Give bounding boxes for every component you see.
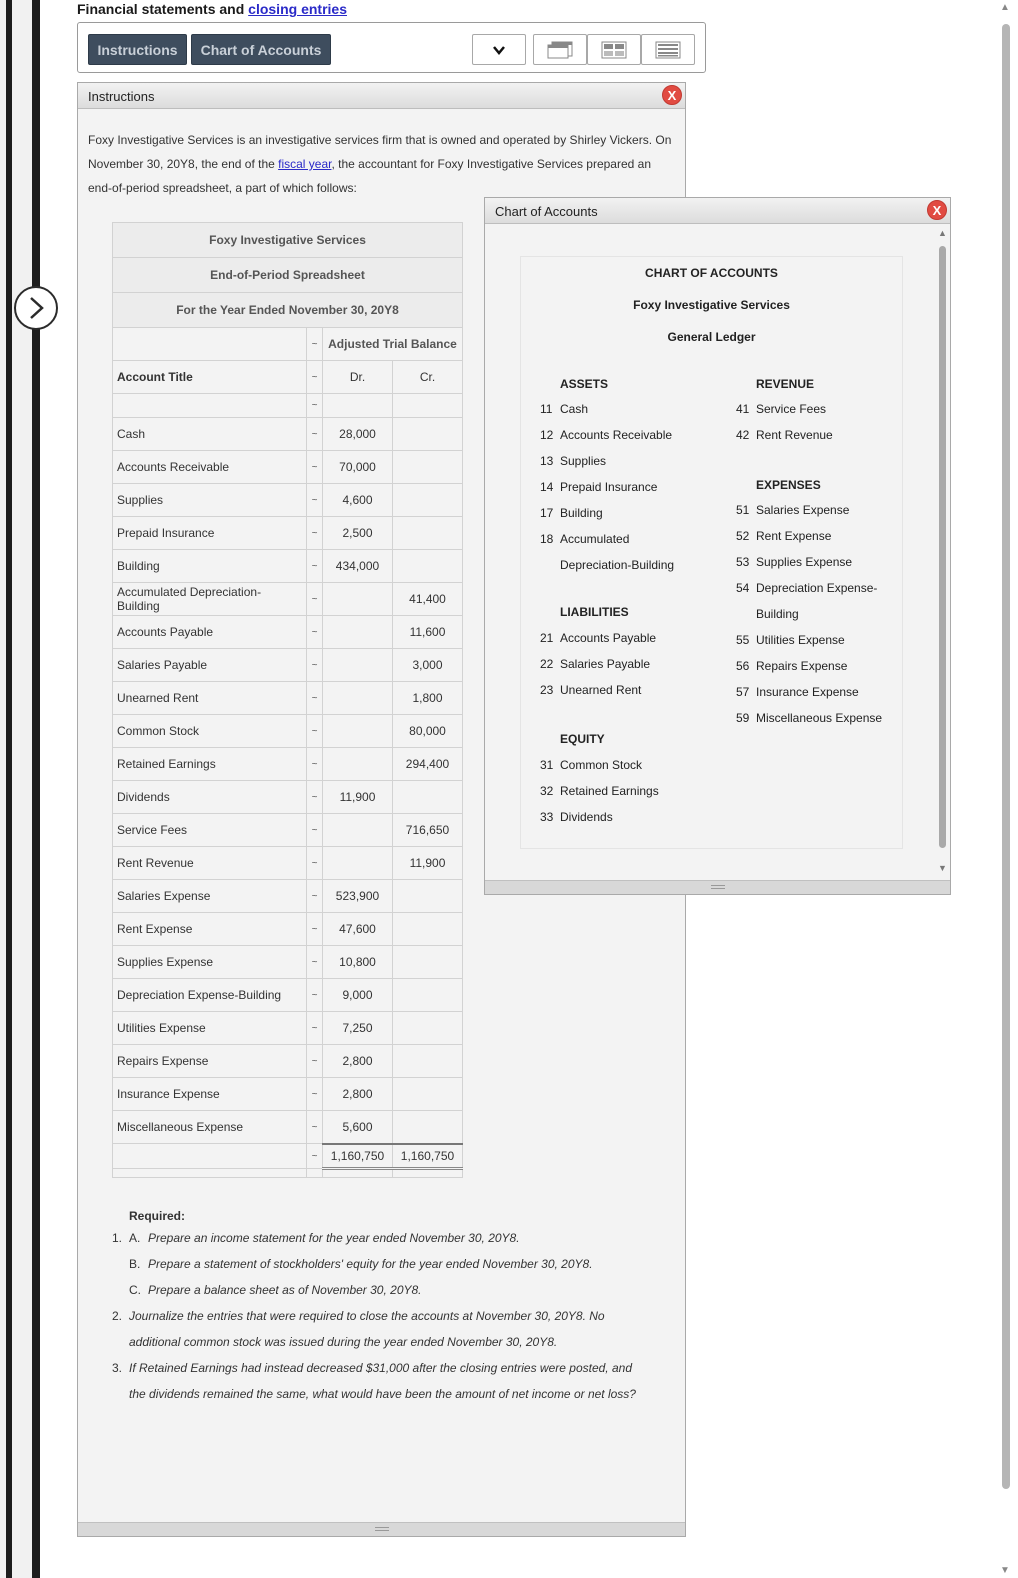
cr-cell: 11,900 bbox=[393, 847, 463, 880]
coa-account-number: 53 bbox=[736, 555, 750, 569]
dr-cell: 11,900 bbox=[323, 781, 393, 814]
required-label: Required: bbox=[129, 1209, 186, 1223]
cr-cell: 80,000 bbox=[393, 715, 463, 748]
account-title-cell: Accumulated Depreciation-Building bbox=[113, 583, 307, 616]
row-toggle[interactable]: ~ bbox=[307, 913, 323, 946]
account-title-cell: Repairs Expense bbox=[113, 1045, 307, 1078]
table-row bbox=[113, 880, 463, 913]
coa-account-number: 55 bbox=[736, 633, 750, 647]
account-title-cell: Accounts Receivable bbox=[113, 451, 307, 484]
column-toggle[interactable]: ~ bbox=[307, 1144, 323, 1169]
row-toggle[interactable]: ~ bbox=[307, 1078, 323, 1111]
blank-cell bbox=[323, 1169, 393, 1178]
row-toggle[interactable]: ~ bbox=[307, 451, 323, 484]
coa-account-name: Depreciation Expense- bbox=[756, 581, 878, 595]
coa-account bbox=[540, 657, 650, 671]
coa-account-number: 12 bbox=[540, 428, 554, 442]
account-title-cell: Miscellaneous Expense bbox=[113, 1111, 307, 1144]
toolbar bbox=[77, 22, 706, 73]
account-title-cell: Retained Earnings bbox=[113, 748, 307, 781]
dr-cell: 9,000 bbox=[323, 979, 393, 1012]
row-toggle[interactable]: ~ bbox=[307, 484, 323, 517]
coa-account-continuation: Depreciation-Building bbox=[560, 558, 675, 572]
coa-account-name: Building bbox=[560, 506, 603, 520]
dr-cell: 47,600 bbox=[323, 913, 393, 946]
coa-account-name: Unearned Rent bbox=[560, 683, 642, 697]
coa-account-number: 52 bbox=[736, 529, 750, 543]
coa-heading: CHART OF ACCOUNTS bbox=[645, 266, 778, 280]
dr-cell: 7,250 bbox=[323, 1012, 393, 1045]
dr-cell bbox=[323, 682, 393, 715]
dr-header: Dr. bbox=[323, 361, 393, 394]
cr-cell bbox=[393, 517, 463, 550]
dr-cell bbox=[323, 715, 393, 748]
left-rail-light bbox=[14, 0, 32, 1578]
dr-cell: 5,600 bbox=[323, 1111, 393, 1144]
row-toggle[interactable]: ~ bbox=[307, 1111, 323, 1144]
coa-account-name: Supplies Expense bbox=[756, 555, 853, 569]
scroll-up-icon[interactable]: ▲ bbox=[1000, 2, 1010, 13]
cascade-layout-button[interactable] bbox=[533, 34, 587, 65]
tile-layout-icon bbox=[601, 41, 627, 59]
coa-account-number: 14 bbox=[540, 480, 554, 494]
dropdown-button[interactable] bbox=[472, 34, 526, 65]
dr-cell: 523,900 bbox=[323, 880, 393, 913]
cascade-layout-icon bbox=[547, 41, 573, 59]
cr-cell bbox=[393, 1111, 463, 1144]
table-row bbox=[113, 451, 463, 484]
table-row bbox=[113, 1111, 463, 1144]
coa-account-name: Accumulated bbox=[560, 532, 630, 546]
table-row bbox=[113, 847, 463, 880]
coa-account-name: Retained Earnings bbox=[560, 784, 659, 798]
coa-account-name: Dividends bbox=[560, 810, 613, 824]
blank-cell bbox=[113, 328, 307, 361]
dr-cell bbox=[323, 583, 393, 616]
coa-account-number: 13 bbox=[540, 454, 554, 468]
coa-account bbox=[736, 659, 847, 673]
spreadsheet-period: For the Year Ended November 30, 20Y8 bbox=[113, 293, 463, 328]
account-title-cell: Prepaid Insurance bbox=[113, 517, 307, 550]
coa-account-number: 23 bbox=[540, 683, 554, 697]
spreadsheet-company: Foxy Investigative Services bbox=[113, 223, 463, 258]
coa-account bbox=[736, 555, 852, 569]
row-toggle[interactable]: ~ bbox=[307, 616, 323, 649]
coa-account-number: 11 bbox=[540, 402, 553, 416]
dr-cell: 28,000 bbox=[323, 418, 393, 451]
account-title-cell: Salaries Payable bbox=[113, 649, 307, 682]
coa-account bbox=[736, 428, 833, 442]
cr-cell bbox=[393, 1078, 463, 1111]
dr-cell: 2,800 bbox=[323, 1078, 393, 1111]
coa-account-name: Salaries Expense bbox=[756, 503, 850, 517]
blank-cell bbox=[323, 394, 393, 418]
coa-account-name: Accounts Payable bbox=[560, 631, 657, 645]
coa-account-name: Utilities Expense bbox=[756, 633, 845, 647]
account-title-cell: Building bbox=[113, 550, 307, 583]
table-row bbox=[113, 1045, 463, 1078]
row-toggle[interactable]: ~ bbox=[307, 649, 323, 682]
scroll-down-icon[interactable]: ▼ bbox=[1000, 1565, 1010, 1576]
table-row bbox=[113, 715, 463, 748]
cr-cell bbox=[393, 979, 463, 1012]
cr-cell bbox=[393, 451, 463, 484]
row-toggle[interactable]: ~ bbox=[307, 517, 323, 550]
spreadsheet-rows bbox=[113, 418, 463, 1144]
total-dr: 1,160,750 bbox=[323, 1144, 393, 1169]
left-rail-dark-2 bbox=[32, 0, 40, 1578]
coa-account bbox=[736, 402, 826, 416]
scroll-down-icon[interactable]: ▼ bbox=[938, 863, 947, 873]
cr-cell: 1,800 bbox=[393, 682, 463, 715]
coa-account bbox=[540, 683, 641, 697]
table-row bbox=[113, 484, 463, 517]
cr-cell: 11,600 bbox=[393, 616, 463, 649]
coa-account bbox=[540, 480, 657, 494]
coa-account-continuation: Building bbox=[756, 607, 799, 621]
req-letter: C. bbox=[129, 1283, 141, 1297]
row-toggle[interactable]: ~ bbox=[307, 814, 323, 847]
left-rail-dark bbox=[6, 0, 12, 1578]
table-row bbox=[113, 748, 463, 781]
chart-scrollbar[interactable] bbox=[937, 228, 949, 873]
row-toggle[interactable]: ~ bbox=[307, 1045, 323, 1078]
cr-cell bbox=[393, 946, 463, 979]
closing-entries-link[interactable]: closing entries bbox=[248, 1, 347, 17]
account-title-cell: Service Fees bbox=[113, 814, 307, 847]
cr-header: Cr. bbox=[393, 361, 463, 394]
account-title-cell: Cash bbox=[113, 418, 307, 451]
instructions-resize-bar[interactable] bbox=[78, 1522, 685, 1536]
account-title-cell: Unearned Rent bbox=[113, 682, 307, 715]
req-1c-text: Prepare a balance sheet as of November 30, 20Y8. bbox=[148, 1283, 422, 1297]
req-number: 1. bbox=[112, 1231, 123, 1245]
intro-text-1: Foxy Investigative Services is an investigative services firm that is owned and operated by Shirley Vickers. On November 30, 20Y8, the end of the bbox=[88, 133, 672, 171]
page-scroll-thumb[interactable] bbox=[1002, 24, 1010, 1489]
coa-section-liabilities: LIABILITIES bbox=[560, 605, 629, 619]
cr-cell: 3,000 bbox=[393, 649, 463, 682]
coa-account-name: Common Stock bbox=[560, 758, 643, 772]
row-toggle[interactable]: ~ bbox=[307, 583, 323, 616]
fiscal-year-link[interactable]: fiscal year bbox=[278, 157, 332, 171]
row-toggle[interactable]: ~ bbox=[307, 781, 323, 814]
coa-account bbox=[540, 784, 659, 798]
coa-account-number: 31 bbox=[540, 758, 554, 772]
chart-window-title: Chart of Accounts bbox=[495, 204, 598, 219]
coa-account-number: 17 bbox=[540, 506, 554, 520]
coa-account-name: Cash bbox=[560, 402, 589, 416]
chevron-down-icon bbox=[492, 45, 506, 55]
dr-cell: 2,500 bbox=[323, 517, 393, 550]
coa-account bbox=[736, 711, 882, 725]
account-title-cell: Depreciation Expense-Building bbox=[113, 979, 307, 1012]
coa-account bbox=[736, 633, 845, 647]
page-title-text: Financial statements and bbox=[77, 1, 249, 17]
cr-cell bbox=[393, 1012, 463, 1045]
account-title-cell: Utilities Expense bbox=[113, 1012, 307, 1045]
table-row bbox=[113, 418, 463, 451]
intro-text-2: , the accountant for Foxy Investigative Services prepared an end-of-period spreadsheet, a part of which follows: bbox=[88, 157, 651, 195]
column-toggle[interactable]: ~ bbox=[307, 394, 323, 418]
table-row bbox=[113, 517, 463, 550]
row-toggle[interactable]: ~ bbox=[307, 847, 323, 880]
blank-cell bbox=[113, 1169, 307, 1178]
page-title bbox=[77, 1, 347, 17]
coa-account bbox=[540, 532, 629, 546]
spreadsheet-title: End-of-Period Spreadsheet bbox=[113, 258, 463, 293]
coa-account-number: 21 bbox=[540, 631, 554, 645]
cr-cell bbox=[393, 781, 463, 814]
table-row bbox=[113, 1012, 463, 1045]
coa-section-expenses: EXPENSES bbox=[756, 478, 821, 492]
end-of-period-spreadsheet bbox=[112, 222, 463, 1178]
tile-layout-button[interactable] bbox=[587, 34, 641, 65]
column-toggle[interactable]: ~ bbox=[307, 328, 323, 361]
instructions-window-header[interactable] bbox=[78, 83, 685, 109]
close-chart-button[interactable]: X bbox=[927, 200, 947, 220]
coa-section-assets: ASSETS bbox=[560, 377, 609, 391]
account-title-cell: Salaries Expense bbox=[113, 880, 307, 913]
page-scrollbar[interactable] bbox=[998, 0, 1018, 1578]
coa-account-number: 42 bbox=[736, 428, 750, 442]
chart-of-accounts-content bbox=[520, 256, 903, 849]
left-gutter bbox=[40, 0, 76, 1578]
account-title-cell: Rent Revenue bbox=[113, 847, 307, 880]
table-row bbox=[113, 649, 463, 682]
coa-account-number: 54 bbox=[736, 581, 750, 595]
coa-account bbox=[540, 758, 642, 772]
coa-account bbox=[540, 810, 613, 824]
row-toggle[interactable]: ~ bbox=[307, 418, 323, 451]
chart-scroll-thumb[interactable] bbox=[939, 246, 946, 848]
table-row bbox=[113, 979, 463, 1012]
list-layout-icon bbox=[655, 41, 681, 59]
req-number: 3. bbox=[112, 1361, 123, 1375]
account-title-cell: Supplies Expense bbox=[113, 946, 307, 979]
coa-account-number: 51 bbox=[736, 503, 750, 517]
table-row bbox=[113, 781, 463, 814]
coa-account-name: Service Fees bbox=[756, 402, 827, 416]
instructions-tab-button[interactable]: Instructions bbox=[88, 34, 187, 65]
chart-resize-bar[interactable] bbox=[485, 880, 950, 894]
coa-account-number: 56 bbox=[736, 659, 750, 673]
table-row bbox=[113, 682, 463, 715]
account-title-header: Account Title bbox=[113, 361, 307, 394]
cr-cell: 41,400 bbox=[393, 583, 463, 616]
instructions-intro bbox=[88, 128, 678, 200]
cr-cell bbox=[393, 484, 463, 517]
table-row bbox=[113, 913, 463, 946]
coa-account-name: Supplies bbox=[560, 454, 607, 468]
close-instructions-button[interactable]: X bbox=[662, 85, 682, 105]
adjusted-trial-balance-header: Adjusted Trial Balance bbox=[323, 328, 463, 361]
coa-account-number: 33 bbox=[540, 810, 554, 824]
req-letter: A. bbox=[129, 1231, 141, 1245]
row-toggle[interactable]: ~ bbox=[307, 979, 323, 1012]
table-row bbox=[113, 616, 463, 649]
row-toggle[interactable]: ~ bbox=[307, 1012, 323, 1045]
coa-account-name: Accounts Receivable bbox=[560, 428, 673, 442]
table-row bbox=[113, 946, 463, 979]
dr-cell: 10,800 bbox=[323, 946, 393, 979]
coa-account bbox=[540, 428, 672, 442]
cr-cell bbox=[393, 1045, 463, 1078]
coa-account-number: 57 bbox=[736, 685, 750, 699]
column-toggle[interactable]: ~ bbox=[307, 361, 323, 394]
coa-account-number: 18 bbox=[540, 532, 554, 546]
req-letter: B. bbox=[129, 1257, 141, 1271]
account-title-cell: Accounts Payable bbox=[113, 616, 307, 649]
coa-section-equity: EQUITY bbox=[560, 732, 605, 746]
coa-account-name: Prepaid Insurance bbox=[560, 480, 658, 494]
coa-account bbox=[540, 631, 656, 645]
dr-cell bbox=[323, 814, 393, 847]
dr-cell: 4,600 bbox=[323, 484, 393, 517]
req-2-text: Journalize the entries that were required to close the accounts at November 30, 20Y8. No additional common stock was issued during the year ended November 30, 20Y8. bbox=[129, 1309, 605, 1349]
dr-cell: 2,800 bbox=[323, 1045, 393, 1078]
dr-cell bbox=[323, 616, 393, 649]
chevron-right-icon bbox=[26, 296, 46, 320]
coa-account-name: Repairs Expense bbox=[756, 659, 848, 673]
table-row bbox=[113, 583, 463, 616]
cr-cell bbox=[393, 550, 463, 583]
row-toggle[interactable]: ~ bbox=[307, 682, 323, 715]
coa-account-number: 32 bbox=[540, 784, 554, 798]
coa-company: Foxy Investigative Services bbox=[633, 298, 790, 312]
list-layout-button[interactable] bbox=[641, 34, 695, 65]
resize-grip-icon bbox=[711, 885, 725, 889]
cr-cell bbox=[393, 418, 463, 451]
row-toggle[interactable]: ~ bbox=[307, 880, 323, 913]
req-1a-text: Prepare an income statement for the year ended November 30, 20Y8. bbox=[148, 1231, 520, 1245]
account-title-cell: Dividends bbox=[113, 781, 307, 814]
cr-cell bbox=[393, 880, 463, 913]
account-title-cell: Common Stock bbox=[113, 715, 307, 748]
table-row bbox=[113, 550, 463, 583]
coa-account-number: 59 bbox=[736, 711, 750, 725]
row-toggle[interactable]: ~ bbox=[307, 715, 323, 748]
blank-cell bbox=[307, 1169, 323, 1178]
coa-account bbox=[736, 685, 859, 699]
account-title-cell: Supplies bbox=[113, 484, 307, 517]
cr-cell: 294,400 bbox=[393, 748, 463, 781]
row-toggle[interactable]: ~ bbox=[307, 748, 323, 781]
blank-cell bbox=[393, 1169, 463, 1178]
dr-cell: 434,000 bbox=[323, 550, 393, 583]
scroll-up-icon[interactable]: ▲ bbox=[938, 228, 947, 238]
coa-account bbox=[736, 581, 877, 595]
table-row bbox=[113, 1078, 463, 1111]
chart-of-accounts-tab-button[interactable]: Chart of Accounts bbox=[191, 34, 331, 65]
coa-account bbox=[540, 506, 603, 520]
dr-cell: 70,000 bbox=[323, 451, 393, 484]
account-title-cell: Insurance Expense bbox=[113, 1078, 307, 1111]
dr-cell bbox=[323, 748, 393, 781]
instructions-window-title: Instructions bbox=[88, 89, 155, 104]
coa-account bbox=[736, 529, 831, 543]
dr-cell bbox=[323, 649, 393, 682]
expand-panel-button[interactable] bbox=[14, 286, 58, 330]
coa-account-name: Insurance Expense bbox=[756, 685, 859, 699]
coa-account-name: Salaries Payable bbox=[560, 657, 651, 671]
coa-account bbox=[540, 454, 606, 468]
coa-ledger: General Ledger bbox=[667, 330, 756, 344]
req-number: 2. bbox=[112, 1309, 123, 1323]
account-title-cell: Rent Expense bbox=[113, 913, 307, 946]
cr-cell: 716,650 bbox=[393, 814, 463, 847]
table-row bbox=[113, 814, 463, 847]
required-section bbox=[112, 1209, 652, 1407]
blank-cell bbox=[113, 394, 307, 418]
coa-account-name: Miscellaneous Expense bbox=[756, 711, 883, 725]
coa-account-name: Rent Expense bbox=[756, 529, 832, 543]
resize-grip-icon bbox=[375, 1527, 389, 1531]
total-cr: 1,160,750 bbox=[393, 1144, 463, 1169]
row-toggle[interactable]: ~ bbox=[307, 550, 323, 583]
req-3-text: If Retained Earnings had instead decreased $31,000 after the closing entries were posted, and the dividends remained the same, what would have been the amount of net income or net loss? bbox=[129, 1361, 636, 1401]
req-1b-text: Prepare a statement of stockholders' equity for the year ended November 30, 20Y8. bbox=[148, 1257, 593, 1271]
coa-account bbox=[736, 503, 849, 517]
coa-account-number: 41 bbox=[736, 402, 750, 416]
chart-of-accounts-window bbox=[484, 197, 951, 895]
blank-cell bbox=[393, 394, 463, 418]
row-toggle[interactable]: ~ bbox=[307, 946, 323, 979]
chart-window-header[interactable] bbox=[485, 198, 950, 224]
coa-account bbox=[540, 402, 588, 416]
coa-section-revenue: REVENUE bbox=[756, 377, 815, 391]
dr-cell bbox=[323, 847, 393, 880]
coa-account-name: Rent Revenue bbox=[756, 428, 833, 442]
coa-account-number: 22 bbox=[540, 657, 554, 671]
blank-cell bbox=[113, 1144, 307, 1169]
cr-cell bbox=[393, 913, 463, 946]
